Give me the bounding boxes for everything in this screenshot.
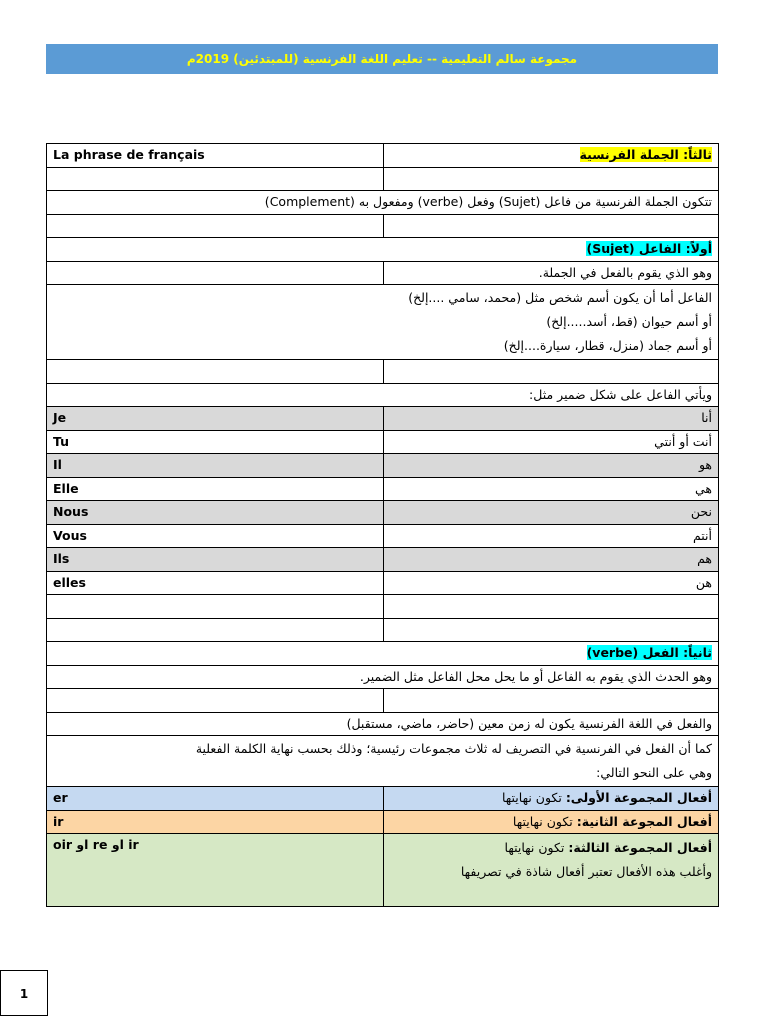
group-text: تكون نهايتها (512, 813, 573, 829)
subject-example: أو أسم جماد (منزل، قطار، سيارة....إلخ) (503, 338, 712, 353)
intro-cell: تتكون الجملة الفرنسية من فاعل (Sujet) وفعل (verbe) ومفعول به (Complement) (47, 191, 719, 215)
pronoun-intro-cell: ويأتي الفاعل على شكل ضمير مثل: (47, 383, 719, 407)
pronoun-row (47, 501, 719, 525)
pronoun-ar: نحن (384, 501, 719, 525)
empty-cell (47, 595, 384, 619)
pronoun-fr: Elle (47, 477, 384, 501)
group-desc (384, 834, 719, 907)
pronoun-fr: Il (47, 454, 384, 478)
group-row-first (47, 787, 719, 811)
verb-heading-cell (47, 642, 719, 666)
empty-cell (47, 167, 384, 191)
pronoun-fr: Je (47, 407, 384, 431)
pronoun-row (47, 430, 719, 454)
pronoun-row (47, 477, 719, 501)
pronoun-ar: هي (384, 477, 719, 501)
empty-cell (47, 689, 384, 713)
group-note: وأغلب هذه الأفعال تعتبر أفعال شاذة في تصريفها (460, 864, 712, 879)
group-text: تكون نهايتها (504, 840, 565, 855)
verb-groups-intro-line: كما أن الفعل في الفرنسية في التصريف له ثلاث مجموعات رئيسية؛ وذلك بحسب نهاية الكلمة الفعلية (195, 741, 712, 756)
verb-groups-intro-cell (47, 736, 719, 787)
verb-groups-intro-line: وهي على النحو التالي: (596, 765, 712, 780)
empty-cell (47, 261, 384, 285)
pronoun-ar: هم (384, 548, 719, 572)
empty-cell (47, 214, 384, 238)
empty-cell (384, 595, 719, 619)
group-label: أفعال المجموعة الأولى: (565, 790, 712, 806)
section-title-ar: ثالثاً: الجملة الفرنسية (579, 147, 712, 163)
subject-example: الفاعل أما أن يكون أسم شخص مثل (محمد، سامي ....إلخ) (408, 290, 712, 305)
pronoun-row (47, 548, 719, 572)
empty-cell (384, 167, 719, 191)
group-desc (384, 787, 719, 811)
group-row-third (47, 834, 719, 907)
pronoun-ar: أنا (384, 407, 719, 431)
pronoun-ar: أنت أو أنتي (384, 430, 719, 454)
subject-examples-cell (47, 285, 719, 360)
group-ending: ir (47, 810, 384, 834)
pronoun-row (47, 571, 719, 595)
empty-cell (47, 360, 384, 384)
pronoun-fr: Nous (47, 501, 384, 525)
verb-heading: ثانياً: الفعل (verbe) (586, 645, 712, 661)
group-desc (384, 810, 719, 834)
header-banner: مجموعة سالم التعليمية -- تعليم اللغة الفرنسية (للمبتدئين) 2019م (46, 44, 718, 74)
title-fr-cell: La phrase de français (47, 144, 384, 168)
empty-cell (384, 618, 719, 642)
subject-def-cell: وهو الذي يقوم بالفعل في الجملة. (384, 261, 719, 285)
pronoun-row (47, 454, 719, 478)
empty-cell (47, 618, 384, 642)
page-number: 1 (0, 970, 48, 1016)
subject-heading-cell (47, 238, 719, 262)
pronoun-row (47, 407, 719, 431)
verb-def-cell: وهو الحدث الذي يقوم به الفاعل أو ما يحل محل الفاعل مثل الضمير. (47, 665, 719, 689)
group-row-second (47, 810, 719, 834)
subject-heading: أولاً: الفاعل (Sujet) (586, 241, 712, 257)
pronoun-ar: أنتم (384, 524, 719, 548)
empty-cell (384, 214, 719, 238)
verb-tense-cell: والفعل في اللغة الفرنسية يكون له زمن معين (حاضر، ماضي، مستقبل) (47, 712, 719, 736)
pronoun-ar: هو (384, 454, 719, 478)
pronoun-fr: elles (47, 571, 384, 595)
group-label: أفعال المجوعة الثانية: (576, 813, 712, 829)
pronoun-fr: Vous (47, 524, 384, 548)
group-text: تكون نهايتها (501, 790, 562, 806)
group-desc-line (390, 836, 712, 860)
pronoun-ar: هن (384, 571, 719, 595)
lesson-table (46, 143, 719, 907)
empty-cell (384, 689, 719, 713)
pronoun-fr: Tu (47, 430, 384, 454)
group-ending: er (47, 787, 384, 811)
group-ending: oir او re او ir (47, 834, 384, 907)
subject-example: أو أسم حيوان (قط، أسد.....إلخ) (546, 314, 712, 329)
group-label: أفعال المجموعة الثالثة: (568, 840, 712, 855)
pronoun-fr: Ils (47, 548, 384, 572)
pronoun-row (47, 524, 719, 548)
title-ar-cell (384, 144, 719, 168)
empty-cell (384, 360, 719, 384)
